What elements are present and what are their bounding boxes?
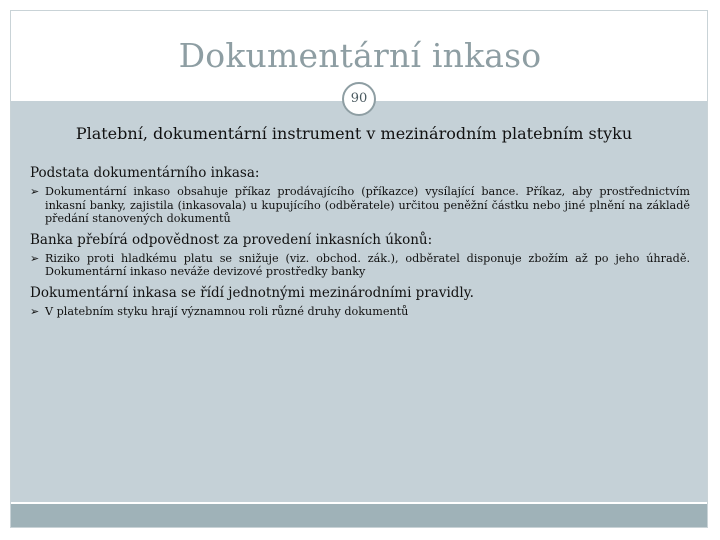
section-essence <box>30 165 690 226</box>
bottom-bar <box>11 504 707 527</box>
bullet-item <box>30 252 690 279</box>
slide-subtitle: Platební, dokumentární instrument v mezinárodním platebním styku <box>75 124 633 143</box>
section-bank-responsibility <box>30 232 690 279</box>
slide-content <box>30 124 690 324</box>
page-number-badge: 90 <box>342 82 376 116</box>
slide-title: Dokumentární inkaso <box>178 36 542 75</box>
arrow-bullet-icon: ➢ <box>30 304 40 318</box>
arrow-bullet-icon: ➢ <box>30 185 40 198</box>
section-heading: Banka přebírá odpovědnost za provedení inkasních úkonů: <box>30 231 433 248</box>
section-rules <box>30 285 690 319</box>
bullet-text: Riziko proti hladkému platu se snižuje (viz. obchod. zák.), odběratel disponuje zbožím až po jeho úhradě. Dokumentární inkaso neváže devizové prostředky banky <box>45 251 690 278</box>
arrow-bullet-icon: ➢ <box>30 251 40 265</box>
section-heading: Podstata dokumentárního inkasa: <box>30 165 260 181</box>
section-heading: Dokumentární inkasa se řídí jednotnými mezinárodními pravidly. <box>30 284 474 301</box>
bullet-text: Dokumentární inkaso obsahuje příkaz prodávajícího (příkazce) vysílající bance. Příkaz, aby prostřednictvím inkasní banky, zajistila (inkasovala) u kupujícího (odběratele) určitou peněžní částku nebo jiné plnění na základě předání stanovených dokumentů <box>45 185 690 225</box>
bullet-item <box>30 185 690 226</box>
bullet-text: V platebním styku hrají významnou roli různé druhy dokumentů <box>45 304 409 318</box>
bullet-item <box>30 305 690 319</box>
